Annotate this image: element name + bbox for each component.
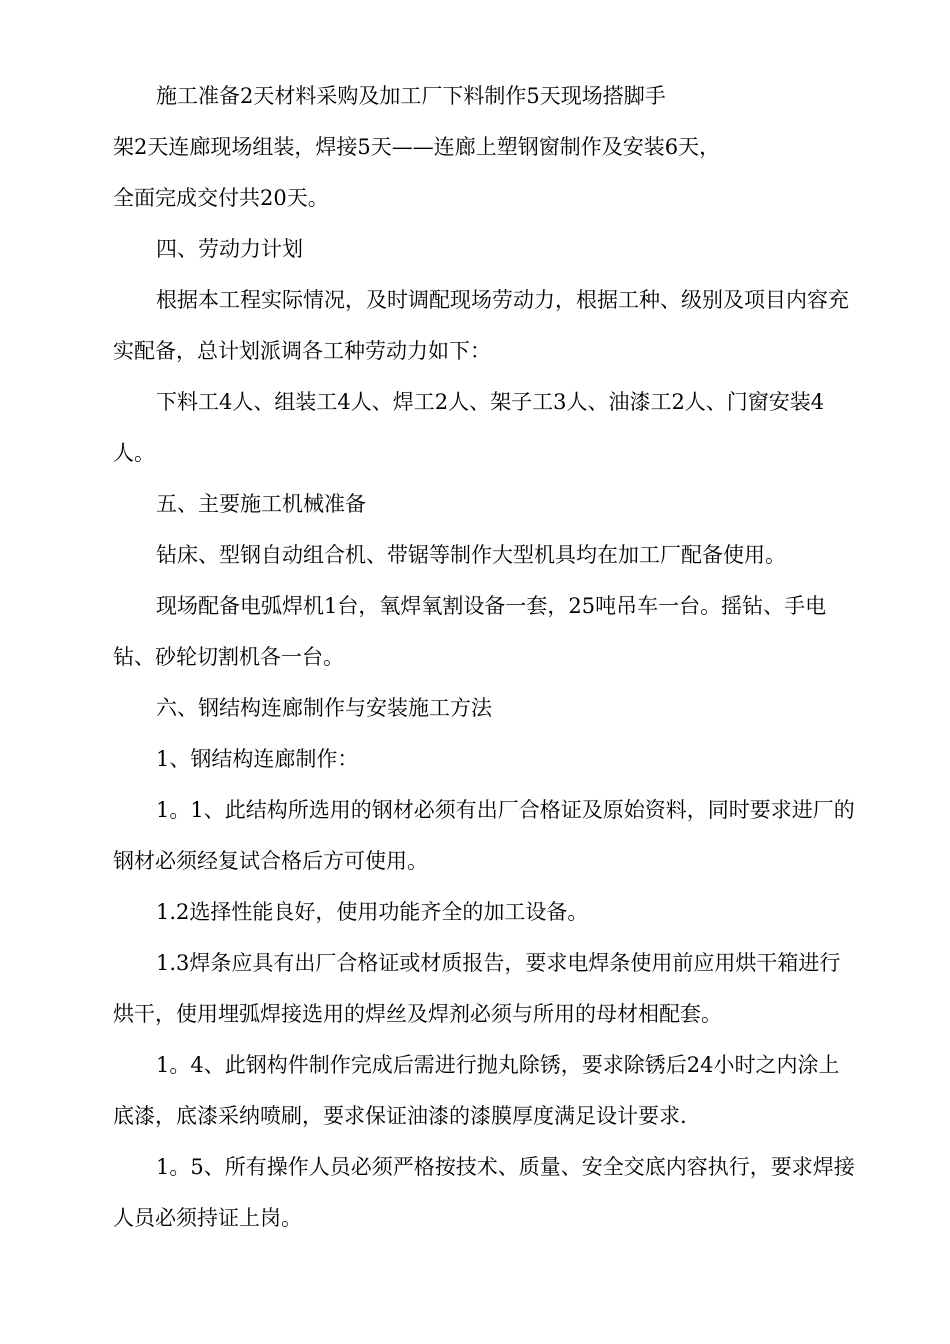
paragraph-line: 钻床、型钢自动组合机、带锯等制作大型机具均在加工厂配备使用。: [156, 543, 786, 567]
paragraph-line: 1.2选择性能良好，使用功能齐全的加工设备。: [156, 900, 589, 924]
paragraph-line: 底漆，底漆采纳喷刷，要求保证油漆的漆膜厚度满足设计要求.: [113, 1104, 687, 1128]
paragraph-line: 架2天连廊现场组装，焊接5天——连廊上塑钢窗制作及安装6天，: [113, 135, 721, 159]
section-heading: 六、钢结构连廊制作与安装施工方法: [156, 696, 492, 720]
paragraph-line: 钻、砂轮切割机各一台。: [113, 645, 344, 669]
section-heading: 五、主要施工机械准备: [156, 492, 366, 516]
paragraph-line: 施工准备2天材料采购及加工厂下料制作5天现场搭脚手: [156, 84, 666, 108]
paragraph-line: 现场配备电弧焊机1台，氧焊氧割设备一套，25吨吊车一台。摇钻、手电: [156, 594, 827, 618]
subsection-heading: 1、钢结构连廊制作：: [156, 747, 359, 771]
paragraph-line: 1。5、所有操作人员必须严格按技术、质量、安全交底内容执行，要求焊接: [156, 1155, 855, 1179]
paragraph-line: 全面完成交付共20天。: [113, 186, 329, 210]
paragraph-line: 人。: [113, 441, 155, 465]
paragraph-line: 1。1、此结构所选用的钢材必须有出厂合格证及原始资料，同时要求进厂的: [156, 798, 855, 822]
paragraph-line: 根据本工程实际情况，及时调配现场劳动力，根据工种、级别及项目内容充: [156, 288, 849, 312]
paragraph-line: 钢材必须经复试合格后方可使用。: [113, 849, 428, 873]
paragraph-line: 下料工4人、组装工4人、焊工2人、架子工3人、油漆工2人、门窗安装4: [156, 390, 825, 414]
paragraph-line: 1.3焊条应具有出厂合格证或材质报告，要求电焊条使用前应用烘干箱进行: [156, 951, 841, 975]
paragraph-line: 烘干，使用埋弧焊接选用的焊丝及焊剂必须与所用的母材相配套。: [113, 1002, 722, 1026]
paragraph-line: 1。4、此钢构件制作完成后需进行抛丸除锈，要求除锈后24小时之内涂上: [156, 1053, 840, 1077]
section-heading: 四、劳动力计划: [156, 237, 303, 261]
paragraph-line: 实配备，总计划派调各工种劳动力如下：: [113, 339, 491, 363]
paragraph-line: 人员必须持证上岗。: [113, 1206, 302, 1230]
